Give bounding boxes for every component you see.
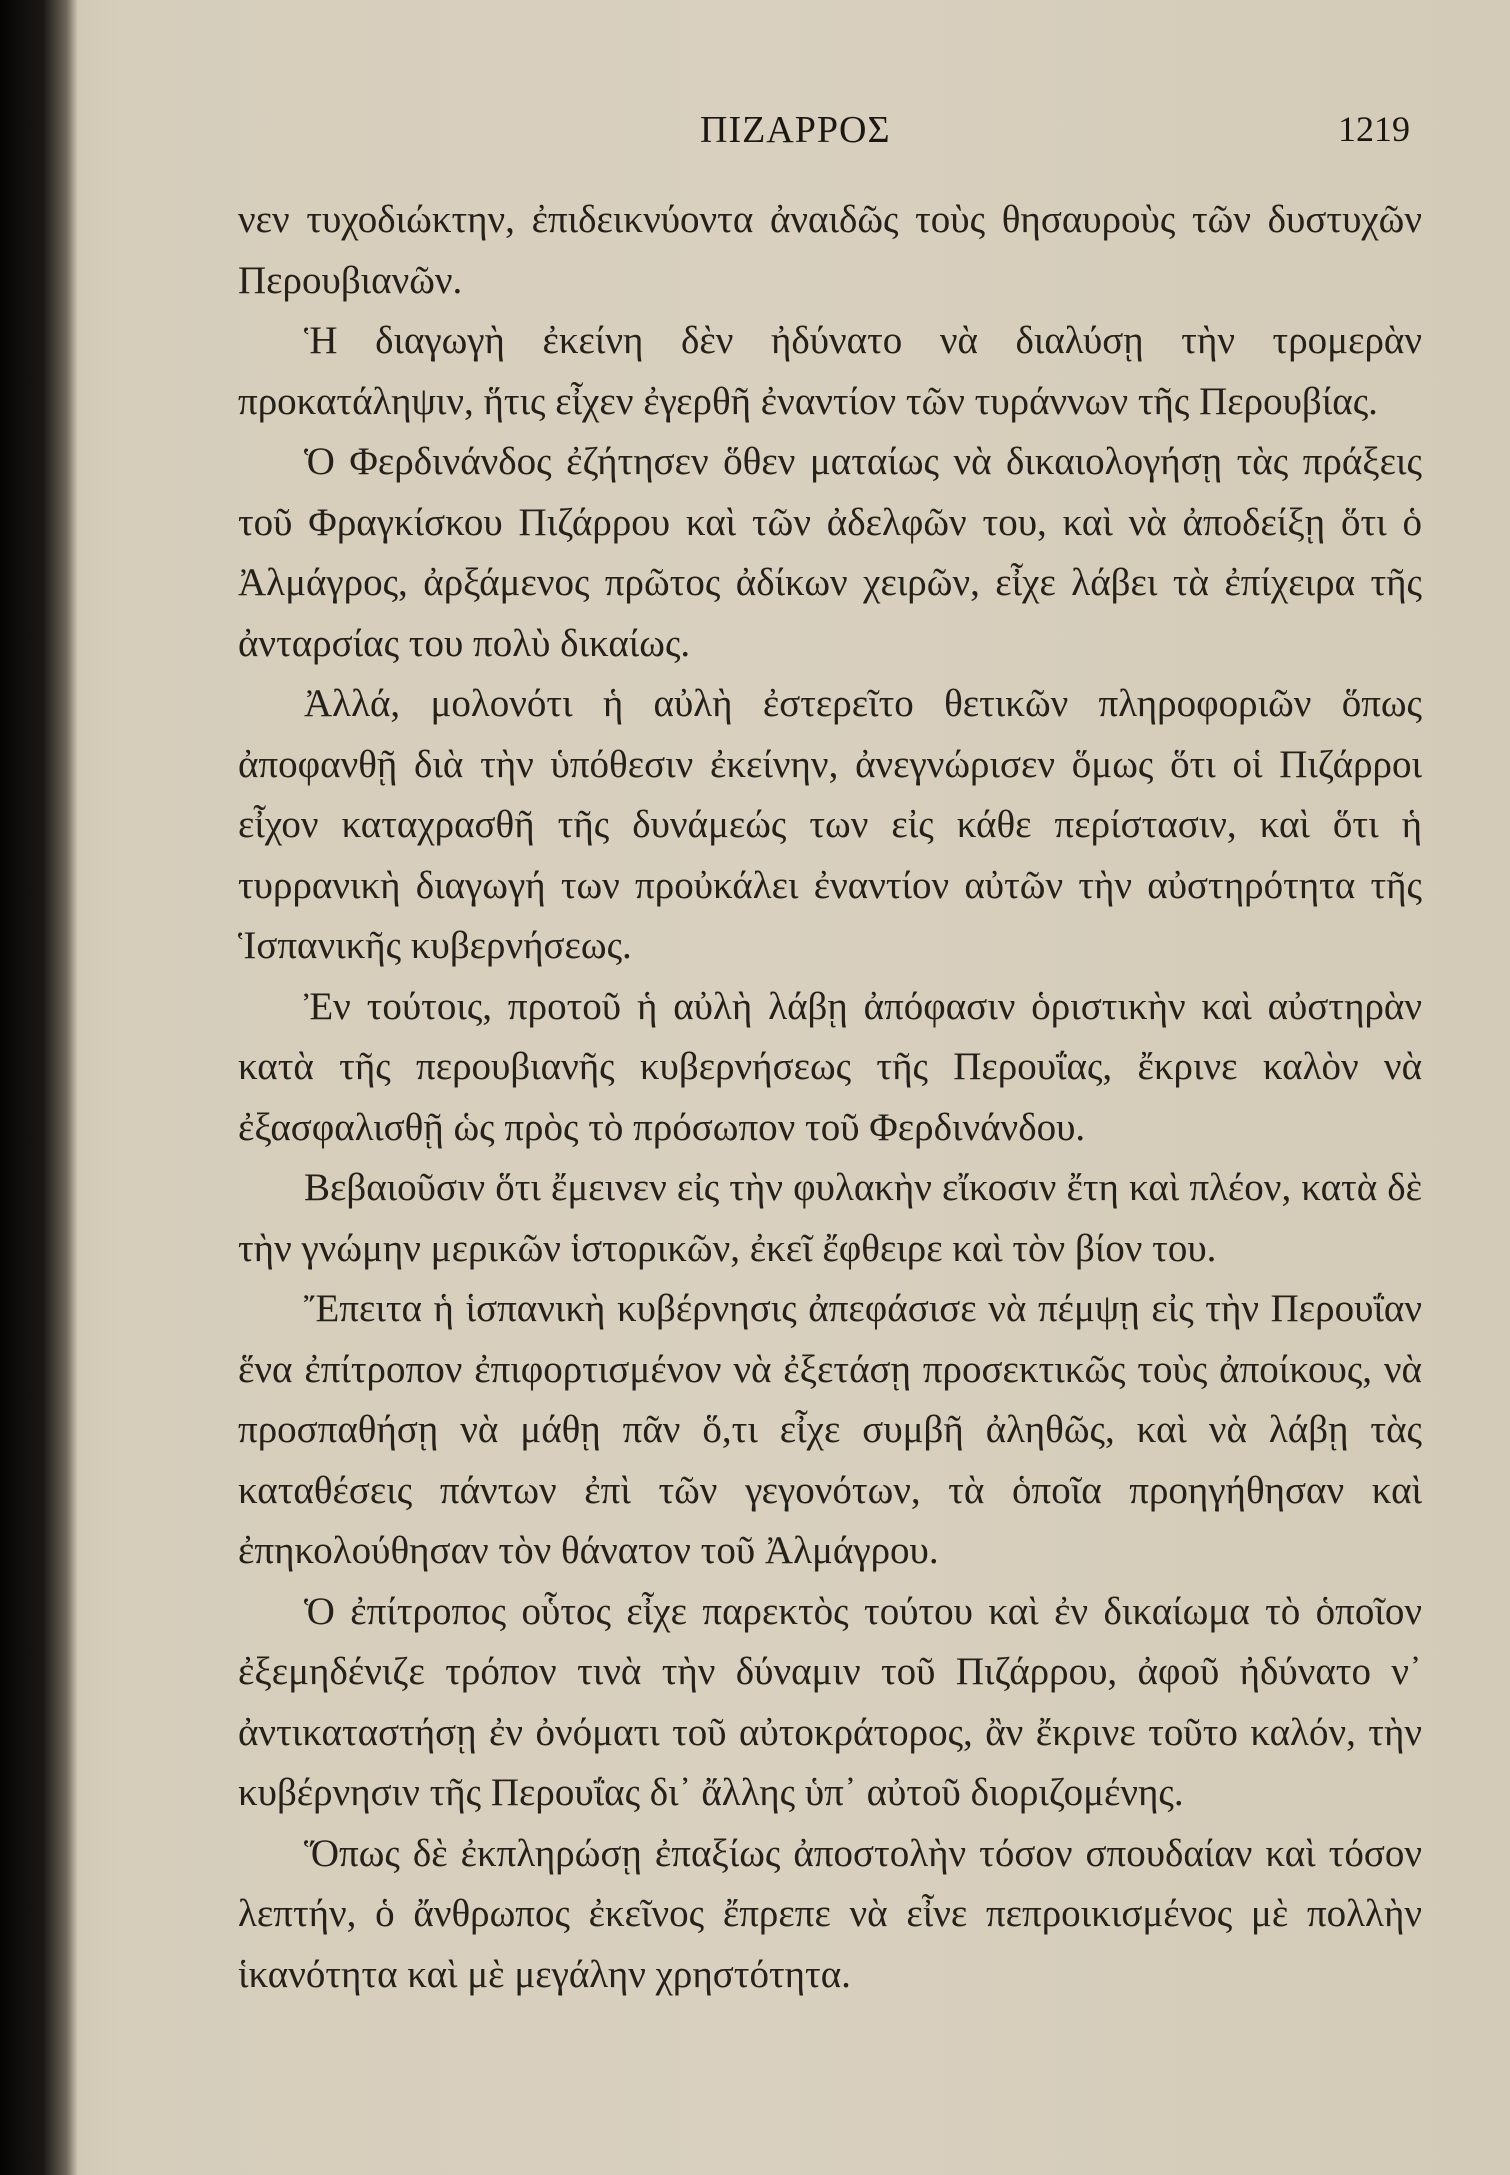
paragraph: Ὅπως δὲ ἐκπληρώσῃ ἐπαξίως ἀποστολὴν τόσον σπουδαίαν καὶ τόσον λεπτήν, ὁ ἄνθρωπος ἐκεῖνος ἔπρεπε νὰ εἶνε πεπροικισμένος μὲ πολλὴν ἱκανότητα καὶ μὲ μεγάλην χρηστότητα. [238,1831,1422,1996]
paragraph: Ἀλλά, μολονότι ἡ αὐλὴ ἐστερεῖτο θετικῶν πληροφοριῶν ὅπως ἀποφανθῇ διὰ τὴν ὑπόθεσιν ἐκείνην, ἀνεγνώρισεν ὅμως ὅτι οἱ Πιζάρροι εἶχον καταχρασθῆ τῆς δυνάμεώς των εἰς κάθε περίστασιν, καὶ ὅτι ἡ τυρρανικὴ διαγωγή των προὐκάλει ἐναντίον αὐτῶν τὴν αὐστηρότητα τῆς Ἱσπανικῆς κυβερνήσεως. [238,682,1422,967]
book-spine-shadow [0,0,78,2175]
paragraph-continuation: νεν τυχοδιώκτην, ἐπιδεικνύοντα ἀναιδῶς τοὺς θησαυροὺς τῶν δυστυχῶν Περουβιανῶν. [238,198,1422,302]
paragraph: Ἡ διαγωγὴ ἐκείνη δὲν ἠδύνατο νὰ διαλύσῃ τὴν τρομερὰν προκατάληψιν, ἥτις εἶχεν ἐγερθῆ ἐναντίον τῶν τυράννων τῆς Περουβίας. [238,319,1422,423]
page-header [230,108,1410,158]
paragraph: Βεβαιοῦσιν ὅτι ἔμεινεν εἰς τὴν φυλακὴν εἴκοσιν ἔτη καὶ πλέον, κατὰ δὲ τὴν γνώμην μερικῶν ἱστορικῶν, ἐκεῖ ἔφθειρε καὶ τὸν βίον του. [238,1166,1422,1270]
page-number: 1219 [1338,109,1410,149]
running-title: ΠΙΖΑΡΡΟΣ [700,109,891,151]
paragraph: Ὁ Φερδινάνδος ἐζήτησεν ὅθεν ματαίως νὰ δικαιολογήσῃ τὰς πράξεις τοῦ Φραγκίσκου Πιζάρρου καὶ τῶν ἀδελφῶν του, καὶ νὰ ἀποδείξῃ ὅτι ὁ Ἀλμάγρος, ἀρξάμενος πρῶτος ἀδίκων χειρῶν, εἶχε λάβει τὰ ἐπίχειρα τῆς ἀνταρσίας του πολὺ δικαίως. [238,440,1422,665]
page-body-text [238,190,1422,2005]
paragraph: Ἐν τούτοις, προτοῦ ἡ αὐλὴ λάβῃ ἀπόφασιν ὁριστικὴν καὶ αὐστηρὰν κατὰ τῆς περουβιανῆς κυβερνήσεως τῆς Περουΐας, ἔκρινε καλὸν νὰ ἐξασφαλισθῇ ὡς πρὸς τὸ πρόσωπον τοῦ Φερδινάνδου. [238,984,1422,1149]
paragraph: Ἔπειτα ἡ ἱσπανικὴ κυβέρνησις ἀπεφάσισε νὰ πέμψῃ εἰς τὴν Περουΐαν ἕνα ἐπίτροπον ἐπιφορτισμένον νὰ ἐξετάσῃ προσεκτικῶς τοὺς ἀποίκους, νὰ προσπαθήσῃ νὰ μάθῃ πᾶν ὅ,τι εἶχε συμβῆ ἀληθῶς, καὶ νὰ λάβῃ τὰς καταθέσεις πάντων ἐπὶ τῶν γεγονότων, τὰ ὁποῖα προηγήθησαν καὶ ἐπηκολούθησαν τὸν θάνατον τοῦ Ἀλμάγρου. [238,1287,1422,1572]
paragraph: Ὁ ἐπίτροπος οὗτος εἶχε παρεκτὸς τούτου καὶ ἐν δικαίωμα τὸ ὁποῖον ἐξεμηδένιζε τρόπον τινὰ τὴν δύναμιν τοῦ Πιζάρρου, ἀφοῦ ἠδύνατο ν᾽ ἀντικαταστήσῃ ἐν ὀνόματι τοῦ αὐτοκράτορος, ἂν ἔκρινε τοῦτο καλόν, τὴν κυβέρνησιν τῆς Περουΐας δι᾽ ἄλλης ὑπ᾽ αὐτοῦ διοριζομένης. [238,1589,1422,1814]
